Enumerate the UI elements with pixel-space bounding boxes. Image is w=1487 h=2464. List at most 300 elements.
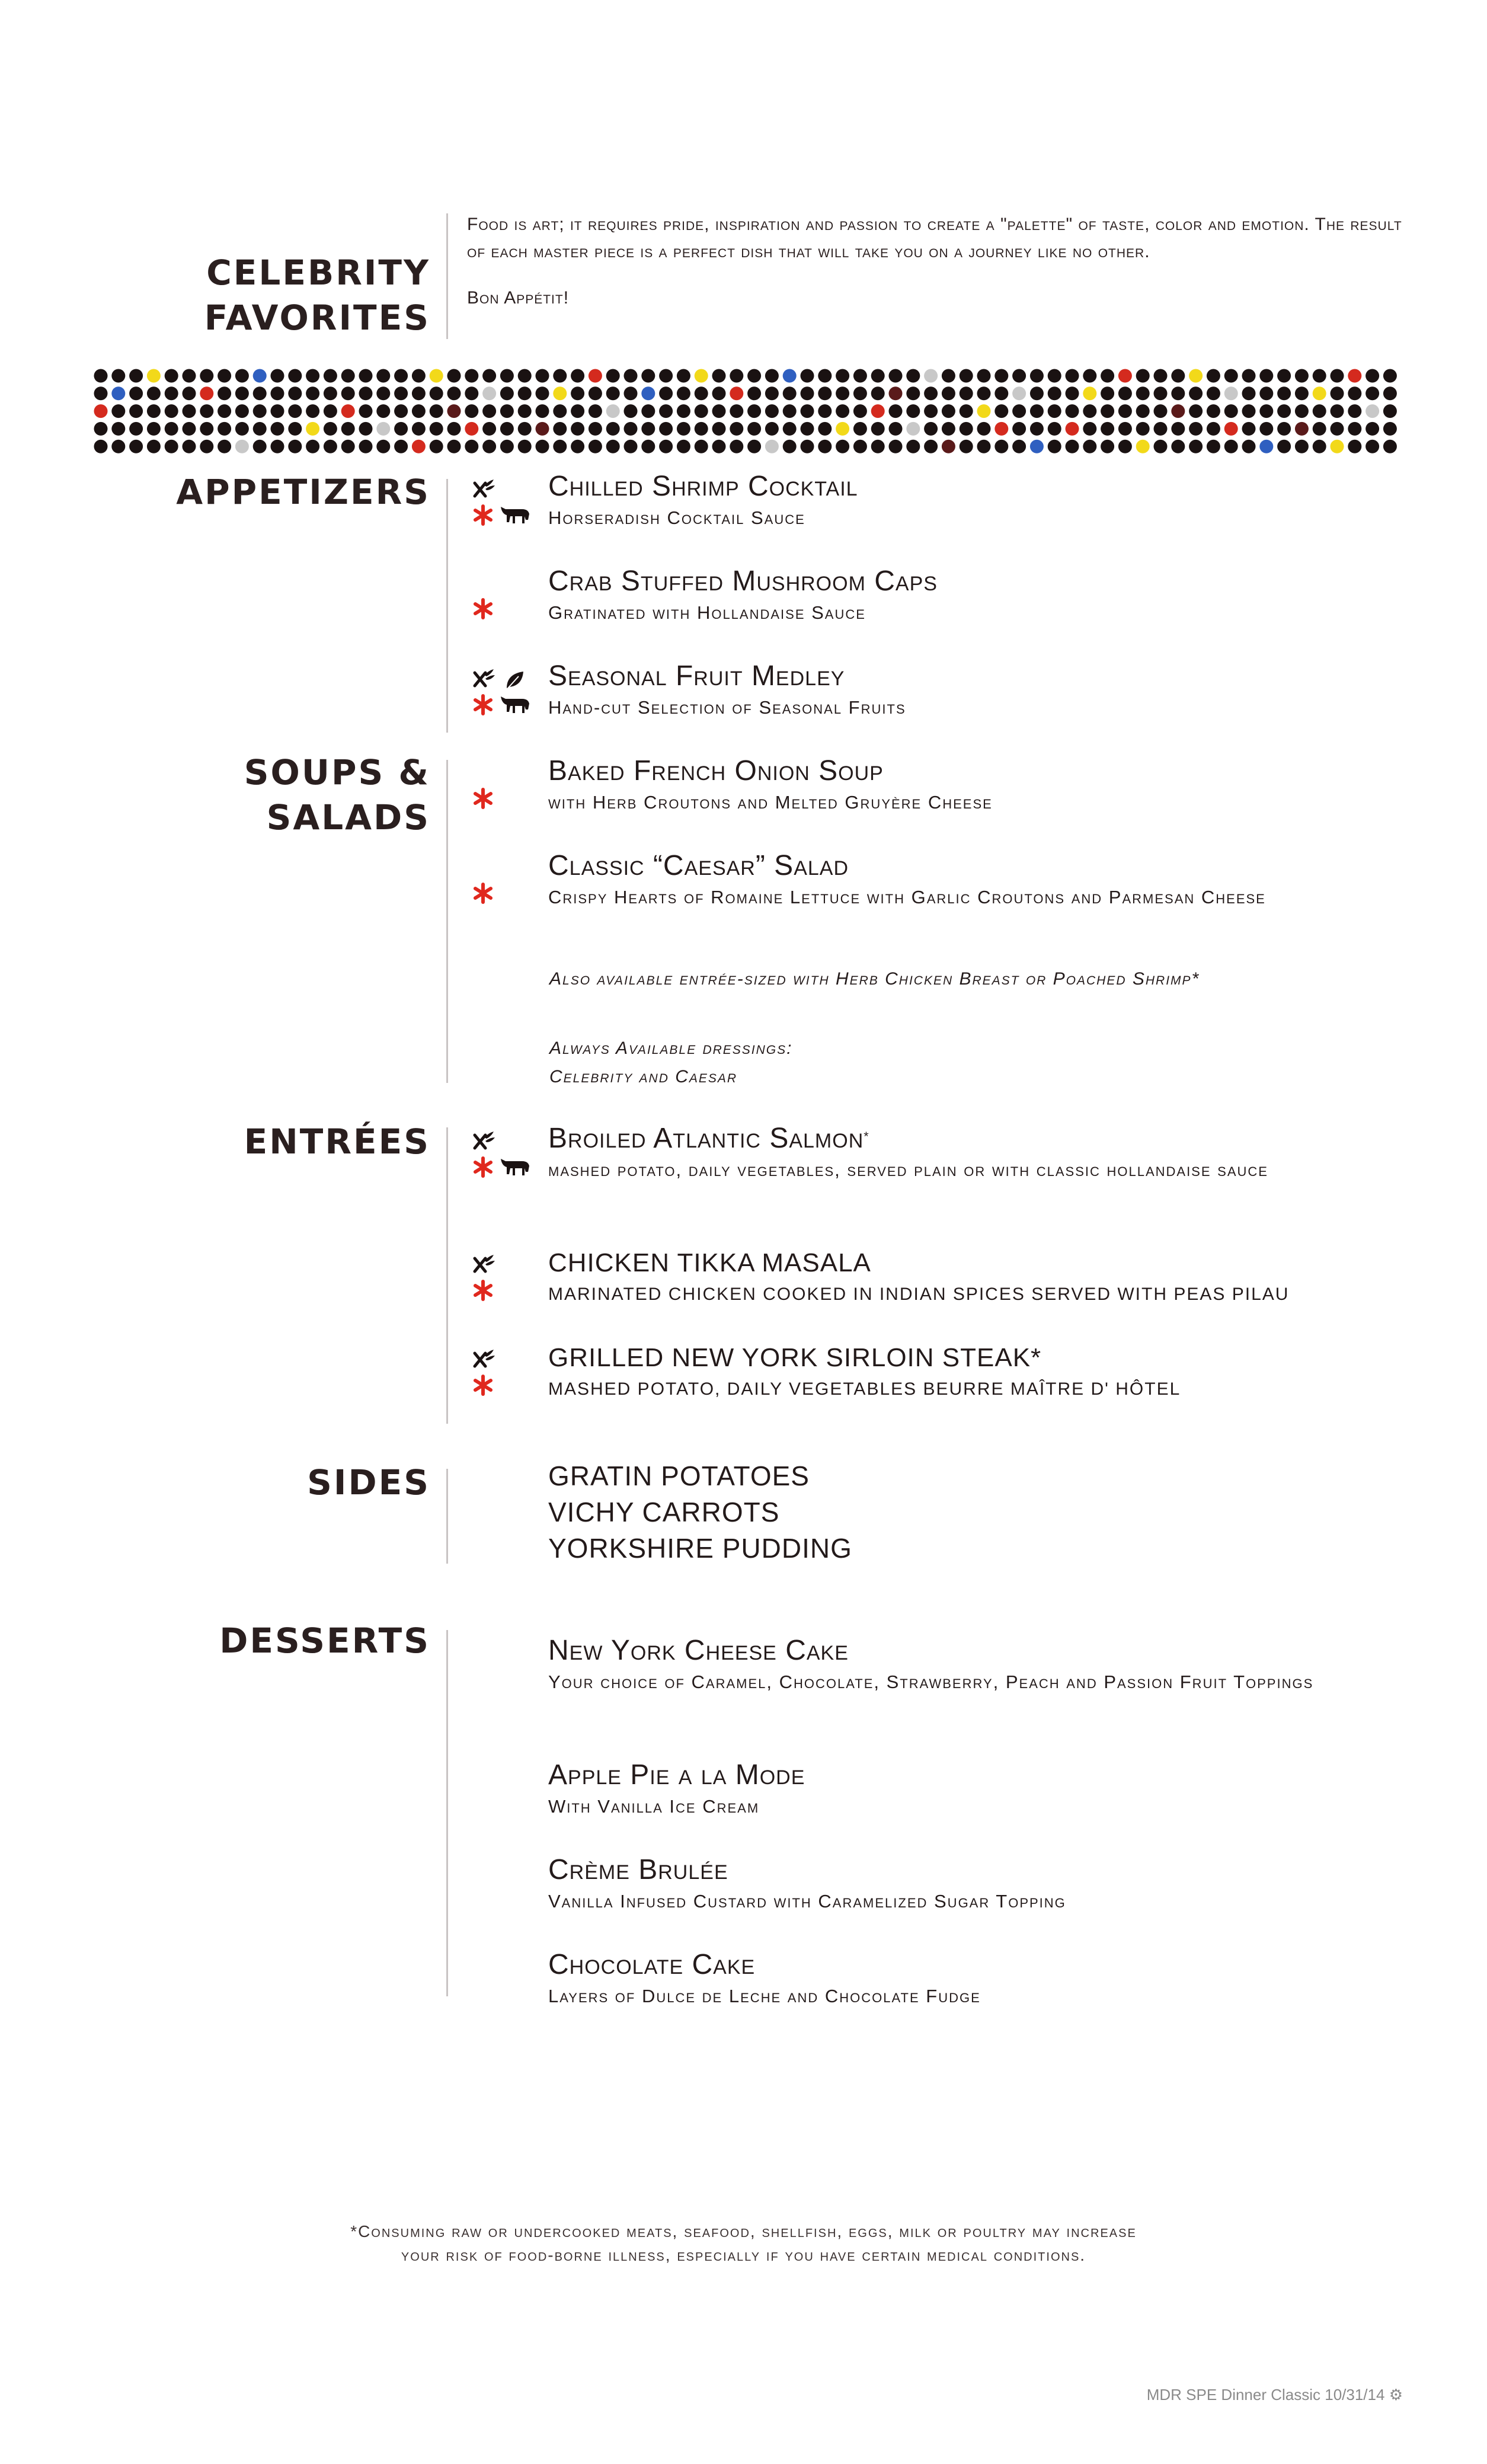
dot: [376, 369, 390, 383]
menu-item: [548, 1853, 1066, 1916]
dot: [1366, 369, 1379, 383]
dot: [801, 440, 814, 453]
dot: [1224, 386, 1238, 400]
dot: [1259, 422, 1273, 436]
dot: [624, 422, 638, 436]
item-name: Crème Brulée: [548, 1854, 728, 1885]
item-name: Seasonal Fruit Medley: [548, 660, 845, 692]
no-dairy-icon: [498, 692, 532, 715]
dot: [324, 404, 337, 418]
item-description: Gratinated with Hollandaise Sauce: [548, 602, 866, 623]
dot: [412, 440, 426, 453]
dot: [1083, 422, 1096, 436]
intro-text: [467, 211, 1403, 312]
dot: [306, 440, 319, 453]
dot: [111, 369, 125, 383]
dot: [324, 422, 337, 436]
dot: [111, 386, 125, 400]
dot: [235, 404, 249, 418]
side-item: VICHY CARROTS: [548, 1497, 780, 1527]
dot: [235, 386, 249, 400]
dot: [165, 386, 178, 400]
dot: [271, 369, 284, 383]
menu-item: [548, 1246, 1289, 1309]
dot: [1277, 386, 1291, 400]
asterisk-icon: [471, 693, 495, 717]
dot: [218, 369, 231, 383]
dot: [341, 440, 355, 453]
dot: [1224, 440, 1238, 453]
dot: [394, 404, 408, 418]
dot: [801, 369, 814, 383]
item-name: New York Cheese Cake: [548, 1635, 849, 1666]
dot: [695, 440, 708, 453]
dot: [1348, 422, 1361, 436]
dot: [288, 440, 302, 453]
dot: [994, 404, 1008, 418]
dot: [730, 369, 743, 383]
raw-warning-mark: *: [864, 1129, 869, 1143]
asterisk-icon: [471, 503, 495, 527]
dot: [571, 369, 584, 383]
dot: [641, 422, 655, 436]
dot: [977, 440, 991, 453]
dot: [783, 386, 797, 400]
dot: [412, 369, 426, 383]
dot: [960, 404, 973, 418]
dot: [1118, 369, 1132, 383]
dot: [783, 422, 797, 436]
dot: [677, 440, 690, 453]
dot: [129, 386, 143, 400]
dot: [553, 440, 567, 453]
dot: [1136, 386, 1150, 400]
dot: [359, 404, 373, 418]
dot: [359, 386, 373, 400]
dot: [430, 404, 443, 418]
menu-item: [548, 659, 906, 722]
dot: [977, 386, 991, 400]
dot: [818, 440, 832, 453]
dot: [147, 386, 161, 400]
dot: [960, 386, 973, 400]
dot: [624, 386, 638, 400]
dot: [553, 386, 567, 400]
dot: [836, 440, 849, 453]
dot: [447, 422, 461, 436]
dot: [147, 422, 161, 436]
dot: [1083, 440, 1096, 453]
dot: [960, 369, 973, 383]
dot: [306, 386, 319, 400]
dot: [1118, 386, 1132, 400]
dot: [1171, 386, 1185, 400]
dot: [1154, 422, 1168, 436]
dot: [1331, 440, 1344, 453]
dot: [1259, 386, 1273, 400]
note-text: Celebrity and Caesar: [549, 1067, 738, 1086]
no-gluten-icon: [470, 1129, 496, 1155]
dot: [1277, 422, 1291, 436]
decorative-dot-band: [94, 367, 1398, 458]
dot: [606, 386, 620, 400]
dot: [906, 386, 920, 400]
dot: [924, 440, 938, 453]
dot: [1012, 386, 1026, 400]
dot: [1030, 404, 1044, 418]
dot: [465, 386, 478, 400]
dot: [341, 404, 355, 418]
item-name: CHICKEN TIKKA MASALA: [548, 1248, 871, 1277]
dot: [394, 440, 408, 453]
dot: [589, 404, 602, 418]
dot: [889, 440, 903, 453]
dot: [924, 422, 938, 436]
dot: [1118, 404, 1132, 418]
dot: [960, 440, 973, 453]
dot: [1101, 404, 1114, 418]
dot: [1242, 369, 1256, 383]
dot: [801, 422, 814, 436]
dot: [765, 369, 779, 383]
dot: [889, 404, 903, 418]
dot: [853, 422, 867, 436]
dot: [677, 386, 690, 400]
dot: [1348, 404, 1361, 418]
footnote-line: your risk of food-borne illness, especially if you have certain medical conditions.: [401, 2246, 1086, 2264]
dot: [641, 440, 655, 453]
dot: [235, 422, 249, 436]
dot: [394, 369, 408, 383]
dot: [942, 386, 955, 400]
dot: [836, 369, 849, 383]
dot: [341, 369, 355, 383]
section-title-sides: SIDES: [307, 1462, 430, 1503]
dressings-note: [549, 1034, 792, 1091]
no-gluten-icon: [470, 477, 496, 503]
dot: [271, 386, 284, 400]
dot: [165, 440, 178, 453]
asterisk-icon: [471, 1279, 495, 1302]
dot: [695, 369, 708, 383]
dot: [571, 422, 584, 436]
divider-line: [446, 479, 448, 733]
asterisk-icon: [471, 1155, 495, 1179]
dot: [1066, 404, 1079, 418]
dot: [889, 422, 903, 436]
dot: [1101, 422, 1114, 436]
no-gluten-icon: [470, 1252, 496, 1279]
dot: [783, 369, 797, 383]
dot: [324, 386, 337, 400]
dot: [801, 404, 814, 418]
dot: [747, 422, 761, 436]
item-description: MASHED POTATO, DAILY VEGETABLES BEURRE MAÎTRE D' HÔTEL: [548, 1379, 1181, 1399]
menu-code-text: MDR SPE Dinner Classic 10/31/14: [1146, 2386, 1385, 2404]
title-line-2: FAVORITES: [204, 298, 430, 338]
dot: [765, 440, 779, 453]
item-name: [548, 1121, 1268, 1156]
dot: [1242, 404, 1256, 418]
dot: [1066, 369, 1079, 383]
leaf-icon: [503, 668, 527, 692]
dot: [447, 386, 461, 400]
dot: [1171, 404, 1185, 418]
dot: [553, 369, 567, 383]
dot: [1277, 404, 1291, 418]
dot: [1224, 422, 1238, 436]
dot: [571, 440, 584, 453]
dot: [376, 404, 390, 418]
dot: [536, 386, 549, 400]
dot: [129, 404, 143, 418]
dot: [1207, 404, 1220, 418]
dot: [836, 422, 849, 436]
dot: [94, 440, 108, 453]
dot: [942, 422, 955, 436]
dot: [253, 386, 267, 400]
dot: [183, 422, 196, 436]
dot: [1259, 369, 1273, 383]
dot: [1348, 369, 1361, 383]
dot: [1066, 440, 1079, 453]
dot: [960, 422, 973, 436]
dot: [818, 422, 832, 436]
dot: [359, 369, 373, 383]
dot: [1295, 386, 1309, 400]
dot: [1207, 369, 1220, 383]
dietary-icons: [470, 1252, 535, 1312]
dot: [1313, 369, 1326, 383]
item-name-text: Broiled Atlantic Salmon: [548, 1123, 864, 1154]
dot: [359, 422, 373, 436]
dot: [1207, 440, 1220, 453]
dot: [1136, 404, 1150, 418]
dot: [1224, 369, 1238, 383]
section-title-soups-salads: [244, 750, 430, 840]
dot: [1030, 440, 1044, 453]
dot: [1118, 440, 1132, 453]
dot: [659, 386, 673, 400]
dot: [730, 440, 743, 453]
dot: [1313, 422, 1326, 436]
dot: [1136, 440, 1150, 453]
dot: [1207, 386, 1220, 400]
dot: [1383, 440, 1397, 453]
dot: [518, 386, 532, 400]
dot: [1083, 386, 1096, 400]
dot: [571, 404, 584, 418]
salad-note: [549, 965, 1308, 993]
section-title-celebrity-favorites: [204, 250, 430, 340]
dot: [659, 404, 673, 418]
item-name: Apple Pie a la Mode: [548, 1759, 805, 1791]
dot: [1083, 404, 1096, 418]
dot: [1189, 440, 1203, 453]
title-line-1: SOUPS &: [244, 752, 430, 792]
dot: [147, 440, 161, 453]
dot: [288, 369, 302, 383]
dot: [165, 422, 178, 436]
dot: [200, 386, 213, 400]
dot: [447, 404, 461, 418]
dot: [871, 369, 885, 383]
divider-line: [446, 1630, 448, 1996]
dot: [677, 422, 690, 436]
dot: [589, 440, 602, 453]
dot: [765, 386, 779, 400]
dot: [695, 404, 708, 418]
dot: [836, 386, 849, 400]
dot: [906, 404, 920, 418]
dot: [730, 422, 743, 436]
dot: [394, 422, 408, 436]
asterisk-icon: [471, 1373, 495, 1397]
dot: [129, 422, 143, 436]
dot: [111, 440, 125, 453]
dot: [288, 386, 302, 400]
recycle-icon: ⚙: [1389, 2386, 1403, 2404]
dot: [288, 422, 302, 436]
dot: [183, 386, 196, 400]
dot: [889, 386, 903, 400]
dot: [412, 386, 426, 400]
menu-item: [548, 849, 1266, 912]
dot: [553, 422, 567, 436]
item-description: with Herb Croutons and Melted Gruyère Cheese: [548, 792, 993, 813]
dot: [218, 404, 231, 418]
dot: [942, 404, 955, 418]
dot: [1154, 369, 1168, 383]
dot: [1331, 369, 1344, 383]
title-line-1: CELEBRITY: [206, 253, 430, 293]
dot: [465, 440, 478, 453]
dot: [1242, 386, 1256, 400]
dot: [536, 404, 549, 418]
dot: [1242, 422, 1256, 436]
dot: [147, 404, 161, 418]
dot: [1366, 422, 1379, 436]
dietary-icons: [470, 857, 535, 916]
dot: [447, 369, 461, 383]
dot: [518, 422, 532, 436]
dot: [1295, 440, 1309, 453]
dot: [218, 386, 231, 400]
dot: [641, 404, 655, 418]
dietary-icons: [470, 477, 535, 536]
dot: [994, 440, 1008, 453]
dot: [606, 422, 620, 436]
dot: [624, 404, 638, 418]
no-gluten-icon: [470, 1347, 496, 1373]
dot: [783, 440, 797, 453]
dot: [183, 404, 196, 418]
intro-paragraph: Food is art; it requires pride, inspiration and passion to create a "palette" of taste, color and emotion. The result of each master piece is a perfect dish that will take you on a journey like no other.: [467, 215, 1402, 261]
dot: [589, 386, 602, 400]
dot: [500, 440, 514, 453]
dot: [924, 386, 938, 400]
dot: [1012, 369, 1026, 383]
dot: [1383, 422, 1397, 436]
item-description: Your choice of Caramel, Chocolate, Strawberry, Peach and Passion Fruit Toppings: [548, 1672, 1314, 1692]
section-title-appetizers: APPETIZERS: [176, 472, 430, 512]
dot: [200, 369, 213, 383]
dot: [482, 386, 496, 400]
dot: [606, 404, 620, 418]
dot: [500, 404, 514, 418]
dot: [482, 440, 496, 453]
menu-item: [548, 469, 858, 532]
menu-item: [548, 754, 993, 817]
dot: [1313, 440, 1326, 453]
dot: [1171, 369, 1185, 383]
dot: [1242, 440, 1256, 453]
dot: [730, 404, 743, 418]
dot: [306, 422, 319, 436]
dot: [1048, 440, 1061, 453]
dot: [1101, 440, 1114, 453]
dot: [465, 422, 478, 436]
item-description: With Vanilla Ice Cream: [548, 1796, 760, 1817]
dot: [218, 422, 231, 436]
dot: [94, 404, 108, 418]
dot: [747, 404, 761, 418]
menu-item: [548, 1758, 805, 1821]
dot: [783, 404, 797, 418]
no-gluten-icon: [470, 667, 496, 693]
dot: [536, 422, 549, 436]
dot: [147, 369, 161, 383]
dot: [200, 404, 213, 418]
section-title-entrees: ENTRÉES: [244, 1121, 430, 1162]
dot: [94, 369, 108, 383]
dot: [1259, 440, 1273, 453]
divider-line: [446, 213, 448, 339]
dot: [376, 440, 390, 453]
section-title-desserts: DESSERTS: [219, 1621, 430, 1661]
note-heading: Always Available dressings:: [549, 1038, 793, 1058]
dot: [1224, 404, 1238, 418]
dot: [1118, 422, 1132, 436]
dot: [536, 440, 549, 453]
food-safety-footnote: [0, 2220, 1487, 2267]
dot: [500, 369, 514, 383]
dot: [324, 369, 337, 383]
dot: [1277, 440, 1291, 453]
item-name: Chilled Shrimp Cocktail: [548, 471, 858, 502]
dot: [641, 369, 655, 383]
dot: [1189, 369, 1203, 383]
dietary-icons: [470, 762, 535, 821]
dot: [500, 422, 514, 436]
dot: [253, 404, 267, 418]
item-description: Layers of Dulce de Leche and Chocolate Fudge: [548, 1986, 981, 2006]
dot: [1383, 369, 1397, 383]
dot: [1083, 369, 1096, 383]
dot: [94, 422, 108, 436]
dot: [165, 369, 178, 383]
note-text: Also available entrée-sized with Herb Chicken Breast or Poached Shrimp*: [549, 969, 1200, 989]
dot: [271, 404, 284, 418]
dot: [695, 386, 708, 400]
dietary-icons: [470, 667, 535, 726]
dot: [1048, 422, 1061, 436]
dot: [606, 440, 620, 453]
dietary-icons: [470, 1129, 535, 1188]
dot: [871, 404, 885, 418]
dot: [1012, 404, 1026, 418]
dot: [1295, 404, 1309, 418]
